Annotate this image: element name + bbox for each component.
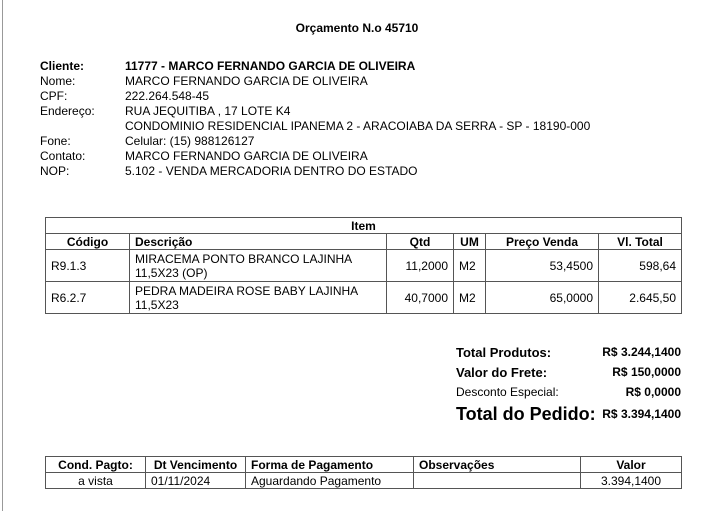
table-row <box>46 250 682 282</box>
frete-value: R$ 150,0000 <box>612 365 681 379</box>
cell-codigo: R9.1.3 <box>46 250 130 282</box>
col-codigo: Código <box>46 234 130 250</box>
payment-table <box>45 456 682 489</box>
cell-forma-pagamento: Aguardando Pagamento <box>246 473 414 489</box>
table-row <box>46 282 682 314</box>
document-title: Orçamento N.o 45710 <box>295 21 419 35</box>
col-observacoes: Observações <box>414 457 581 473</box>
phone-row <box>40 134 590 149</box>
client-info <box>40 59 590 179</box>
nop-value: 5.102 - VENDA MERCADORIA DENTRO DO ESTADO <box>125 164 418 178</box>
cell-descricao: PEDRA MADEIRA ROSE BABY LAJINHA 11,5X23 <box>130 282 387 314</box>
client-label: Cliente: <box>40 59 85 73</box>
address-row-2 <box>40 119 590 134</box>
cell-qtd: 11,2000 <box>387 250 454 282</box>
cpf-row <box>40 89 590 104</box>
col-descricao: Descrição <box>130 234 387 250</box>
nop-label: NOP: <box>40 164 70 178</box>
items-table <box>45 217 682 314</box>
client-value: 11777 - MARCO FERNANDO GARCIA DE OLIVEIRA <box>125 59 416 73</box>
cell-valor: 3.394,1400 <box>581 473 682 489</box>
cell-descricao: MIRACEMA PONTO BRANCO LAJINHA 11,5X23 (OP) <box>130 250 387 282</box>
address-row <box>40 104 590 119</box>
cell-observacoes <box>414 473 581 489</box>
nop-row <box>40 164 590 179</box>
col-dt-vencimento: Dt Vencimento <box>146 457 246 473</box>
col-total: Vl. Total <box>599 234 682 250</box>
cell-qtd: 40,7000 <box>387 282 454 314</box>
cell-cond-pagto: a vista <box>46 473 146 489</box>
phone-value: Celular: (15) 988126127 <box>125 134 255 148</box>
cell-preco: 53,4500 <box>486 250 599 282</box>
col-qtd: Qtd <box>387 234 454 250</box>
items-title: Item <box>46 218 682 234</box>
frete-label: Valor do Frete: <box>456 365 548 380</box>
address-label: Endereço: <box>40 104 95 118</box>
cell-dt-vencimento: 01/11/2024 <box>146 473 246 489</box>
desconto-value: R$ 0,0000 <box>625 385 681 399</box>
cell-um: M2 <box>454 282 486 314</box>
cell-total: 598,64 <box>599 250 682 282</box>
total-pedido-label: Total do Pedido: <box>456 404 596 424</box>
col-forma-pagamento: Forma de Pagamento <box>246 457 414 473</box>
col-um: UM <box>454 234 486 250</box>
contact-row <box>40 149 590 164</box>
cell-um: M2 <box>454 250 486 282</box>
col-valor: Valor <box>581 457 682 473</box>
total-produtos-value: R$ 3.244,1400 <box>602 345 681 359</box>
name-label: Nome: <box>40 74 76 88</box>
col-preco: Preço Venda <box>486 234 599 250</box>
address-label-2 <box>40 119 125 134</box>
total-produtos-label: Total Produtos: <box>456 345 552 360</box>
page-border <box>2 0 3 511</box>
col-cond-pagto: Cond. Pagto: <box>46 457 146 473</box>
client-row <box>40 59 590 74</box>
contact-label: Contato: <box>40 149 86 163</box>
cell-codigo: R6.2.7 <box>46 282 130 314</box>
contact-value: MARCO FERNANDO GARCIA DE OLIVEIRA <box>125 149 368 163</box>
phone-label: Fone: <box>40 134 71 148</box>
table-row <box>46 473 682 489</box>
address-value-2: CONDOMINIO RESIDENCIAL IPANEMA 2 - ARACOIABA DA SERRA - SP - 18190-000 <box>125 119 591 133</box>
address-value: RUA JEQUITIBA , 17 LOTE K4 <box>125 104 291 118</box>
name-value: MARCO FERNANDO GARCIA DE OLIVEIRA <box>125 74 368 88</box>
name-row <box>40 74 590 89</box>
desconto-label: Desconto Especial: <box>456 385 559 399</box>
cell-total: 2.645,50 <box>599 282 682 314</box>
cell-preco: 65,0000 <box>486 282 599 314</box>
cpf-label: CPF: <box>40 89 68 103</box>
cpf-value: 222.264.548-45 <box>125 89 210 103</box>
total-pedido-value: R$ 3.394,1400 <box>602 407 681 421</box>
total-pedido <box>456 404 681 426</box>
